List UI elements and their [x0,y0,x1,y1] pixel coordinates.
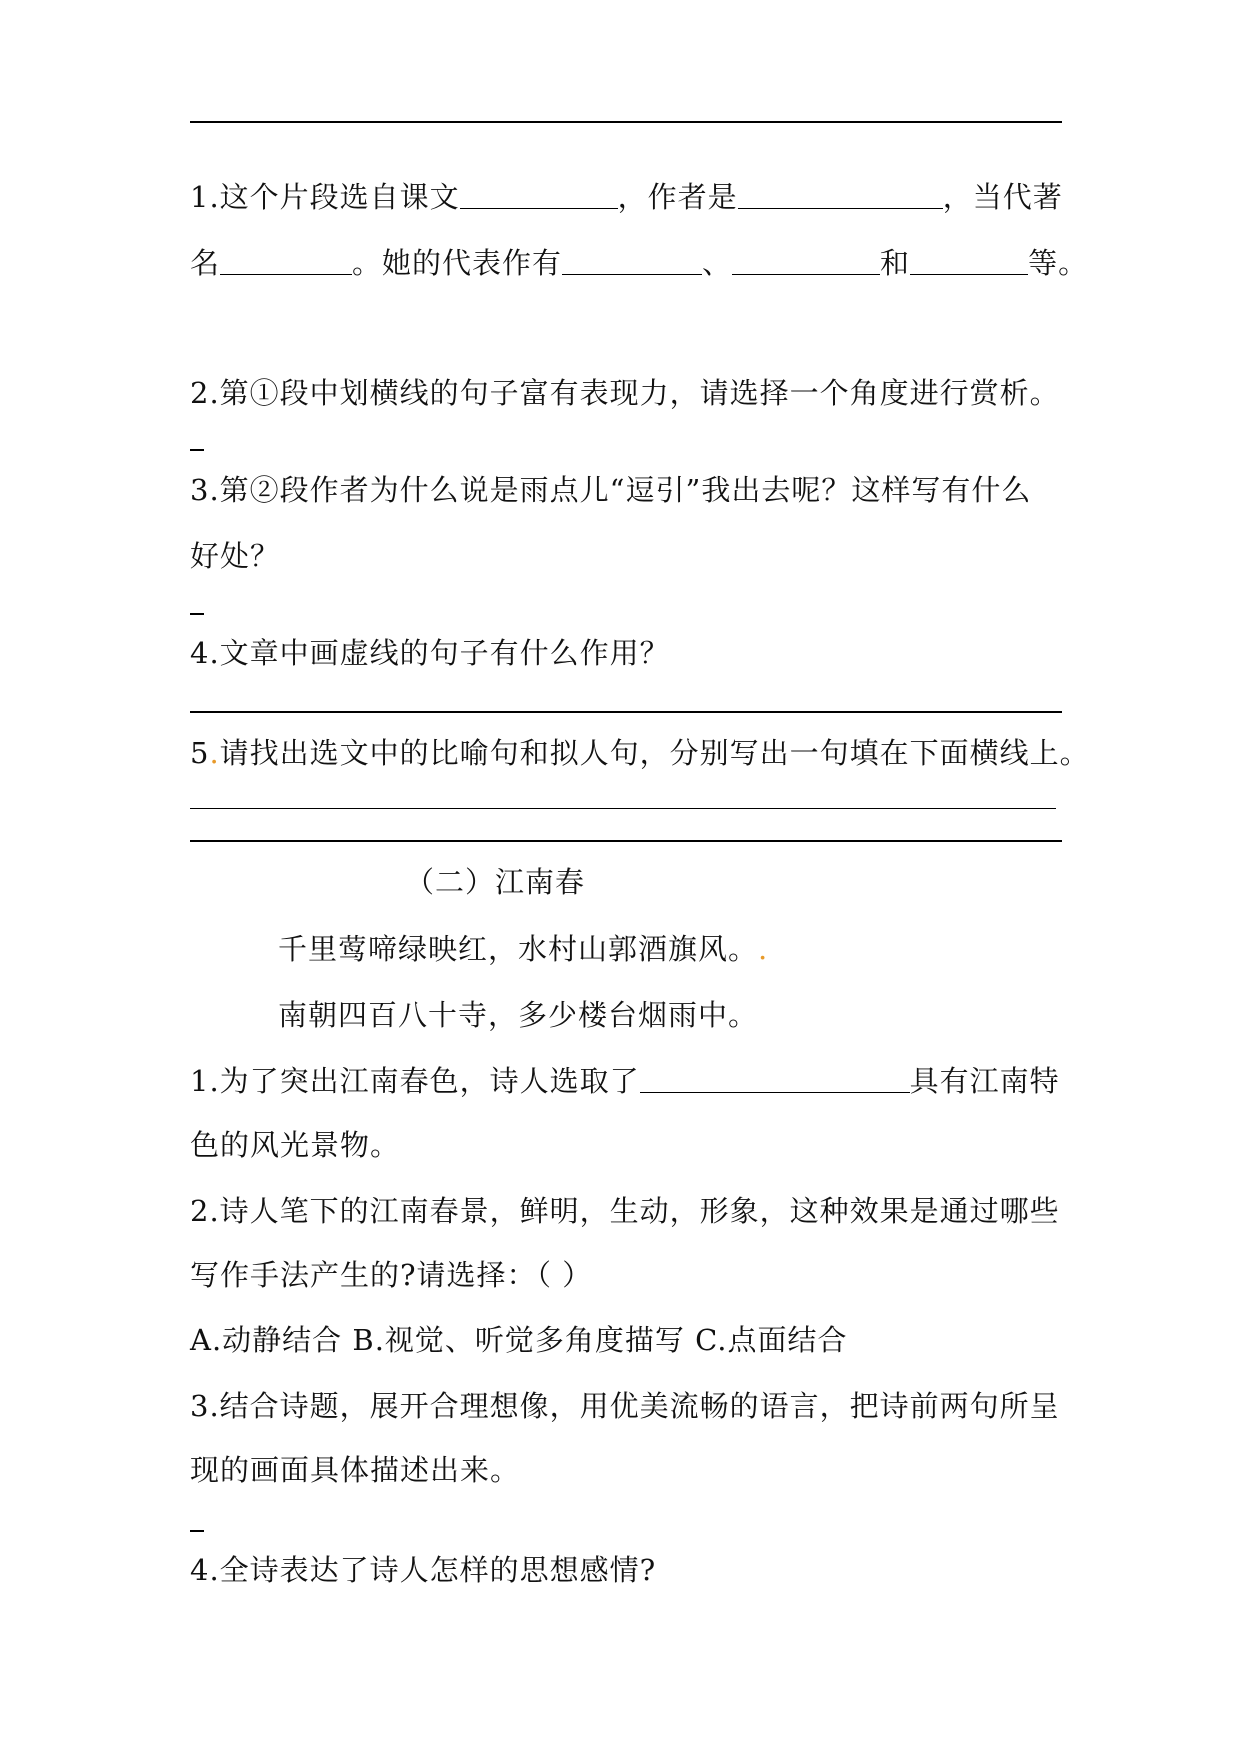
s1-question-5: 5.请找出选文中的比喻句和拟人句，分别写出一句填在下面横线上。 [190,736,1090,770]
poem-title: （二）江南春 [405,865,586,899]
s1-question-3-line2: 好处？ [190,539,281,573]
s2-question-2-options: A.动静结合 B.视觉、听觉多角度描写 C.点面结合 [190,1323,848,1357]
poem-line-2: 南朝四百八十寺，多少楼台烟雨中。 [278,998,759,1032]
q1-line2: 名 。她的代表作有 、 和 等。 [190,246,1089,280]
s2-question-1-line2: 色的风光景物。 [190,1128,401,1162]
s2-question-2-line1: 2.诗人笔下的江南春景，鲜明，生动，形象，这种效果是通过哪些 [190,1194,1060,1228]
s1-question-2: 2.第①段中划横线的句子富有表现力，请选择一个角度进行赏析。 [190,376,1060,410]
s1-question-4: 4.文章中画虚线的句子有什么作用？ [190,636,670,670]
answer-line[interactable] [190,711,1062,713]
s2-question-1-line1: 1.为了突出江南春色，诗人选取了 具有江南特 [190,1064,1060,1098]
work3-blank[interactable] [910,244,1028,275]
answer-line-top [190,121,1062,123]
answer-stub[interactable] [190,1530,204,1532]
work1-blank[interactable] [562,244,702,275]
answer-stub[interactable] [190,613,204,615]
author-blank[interactable] [738,178,943,209]
answer-line[interactable] [190,840,1062,842]
s2-question-3-line1: 3.结合诗题，展开合理想像，用优美流畅的语言，把诗前两句所呈 [190,1389,1060,1423]
s1-question-3-line1: 3.第②段作者为什么说是雨点儿“逗引”我出去呢？这样写有什么 [190,473,1032,507]
poem-line-1: 千里莺啼绿映红，水村山郭酒旗风。. [278,932,769,966]
s2-question-4: 4.全诗表达了诗人怎样的思想感情? [190,1553,657,1587]
s2-question-2-line2: 写作手法产生的?请选择：（ ） [190,1258,593,1292]
answer-line[interactable] [190,808,1056,809]
s2-question-3-line2: 现的画面具体描述出来。 [190,1453,521,1487]
title-blank[interactable] [460,178,618,209]
scenery-blank[interactable] [640,1062,910,1093]
answer-stub[interactable] [190,449,204,451]
q1-line1: 1.这个片段选自课文 ，作者是 ，当代著 [190,180,1063,214]
profession-blank[interactable] [220,244,352,275]
work2-blank[interactable] [732,244,880,275]
